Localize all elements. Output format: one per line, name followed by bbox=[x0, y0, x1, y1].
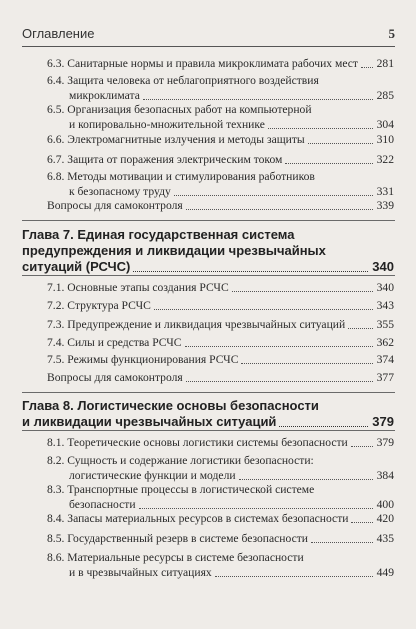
dot-leader bbox=[239, 479, 373, 480]
toc-entry bbox=[47, 436, 394, 451]
entry-page-number: 331 bbox=[376, 185, 394, 198]
entry-title-line: микроклимата bbox=[69, 89, 140, 102]
entry-title-line: 8.6. Материальные ресурсы в системе безопасности bbox=[47, 551, 304, 564]
dot-leader bbox=[241, 363, 373, 364]
chapter-page-number: 379 bbox=[372, 414, 394, 429]
dot-leader bbox=[361, 67, 373, 68]
chapter-title-line: ситуаций (РСЧС) bbox=[22, 259, 131, 274]
entry-title-line: 6.5. Организация безопасных работ на компьютерной bbox=[47, 103, 312, 116]
toc-entry bbox=[47, 199, 394, 214]
dot-leader bbox=[215, 576, 373, 577]
entry-title-line: 6.3. Санитарные нормы и правила микроклимата рабочих мест bbox=[47, 57, 358, 70]
entry-title-line: 7.1. Основные этапы создания РСЧС bbox=[47, 281, 229, 294]
chapter-title-line: предупреждения и ликвидации чрезвычайных bbox=[22, 243, 326, 258]
entry-page-number: 374 bbox=[376, 353, 394, 366]
chapter-page-number: 340 bbox=[372, 259, 394, 274]
entry-title-line: Вопросы для самоконтроля bbox=[47, 199, 183, 212]
toc-entry bbox=[47, 281, 394, 296]
toc-entry bbox=[47, 336, 394, 351]
entry-title-line: к безопасному труду bbox=[69, 185, 171, 198]
dot-leader bbox=[186, 209, 373, 210]
entry-page-number: 281 bbox=[376, 57, 394, 70]
chapter-title-line: Глава 7. Единая государственная система bbox=[22, 227, 295, 242]
section-divider bbox=[22, 392, 395, 393]
chapter-heading bbox=[22, 227, 394, 275]
dot-leader bbox=[285, 163, 373, 164]
toc-entry bbox=[47, 512, 394, 527]
entry-page-number: 449 bbox=[376, 566, 394, 579]
entry-title-line: 6.6. Электромагнитные излучения и методы защиты bbox=[47, 133, 305, 146]
dot-leader bbox=[139, 508, 373, 509]
toc-entry bbox=[47, 103, 394, 133]
header-title: Оглавление bbox=[22, 26, 95, 41]
entry-title-line: 8.2. Сущность и содержание логистики безопасности: bbox=[47, 454, 314, 467]
entry-title-line: Вопросы для самоконтроля bbox=[47, 371, 183, 384]
entry-page-number: 355 bbox=[376, 318, 394, 331]
entry-page-number: 377 bbox=[376, 371, 394, 384]
dot-leader bbox=[232, 291, 373, 292]
dot-leader bbox=[174, 195, 373, 196]
toc-entry bbox=[47, 74, 394, 104]
entry-title-line: 8.4. Запасы материальных ресурсов в системах безопасности bbox=[47, 512, 349, 525]
entry-title-line: 8.1. Теоретические основы логистики системы безопасности bbox=[47, 436, 348, 449]
toc-entry bbox=[47, 153, 394, 168]
entry-title-line: 7.3. Предупреждение и ликвидация чрезвычайных ситуаций bbox=[47, 318, 346, 331]
dot-leader bbox=[279, 426, 368, 427]
section-divider bbox=[22, 430, 395, 431]
entry-title-line: 7.2. Структура РСЧС bbox=[47, 299, 151, 312]
chapter-title-line: и ликвидации чрезвычайных ситуаций bbox=[22, 414, 277, 429]
section-divider bbox=[22, 220, 395, 221]
entry-title-line: 6.8. Методы мотивации и стимулирования работников bbox=[47, 170, 315, 183]
entry-title-line: 7.5. Режимы функционирования РСЧС bbox=[47, 353, 239, 366]
entry-page-number: 340 bbox=[376, 281, 394, 294]
page-header bbox=[22, 26, 395, 47]
page-number: 5 bbox=[388, 26, 395, 41]
entry-page-number: 400 bbox=[376, 498, 394, 511]
dot-leader bbox=[351, 522, 373, 523]
toc-entry bbox=[47, 133, 394, 148]
toc-entry bbox=[47, 170, 394, 200]
dot-leader bbox=[348, 328, 373, 329]
chapter-heading bbox=[22, 398, 394, 430]
chapter-title-line: Глава 8. Логистические основы безопасности bbox=[22, 398, 319, 413]
entry-title-line: 7.4. Силы и средства РСЧС bbox=[47, 336, 182, 349]
dot-leader bbox=[185, 346, 373, 347]
dot-leader bbox=[311, 542, 373, 543]
entry-page-number: 304 bbox=[376, 118, 394, 131]
entry-page-number: 322 bbox=[376, 153, 394, 166]
entry-page-number: 285 bbox=[376, 89, 394, 102]
entry-title-line: 8.3. Транспортные процессы в логистической системе bbox=[47, 483, 315, 496]
entry-page-number: 362 bbox=[376, 336, 394, 349]
entry-title-line: и в чрезвычайных ситуациях bbox=[69, 566, 212, 579]
toc-entry bbox=[47, 299, 394, 314]
dot-leader bbox=[154, 309, 373, 310]
entry-page-number: 379 bbox=[376, 436, 394, 449]
toc-entry bbox=[47, 318, 394, 333]
toc-entry bbox=[47, 483, 394, 513]
entry-page-number: 310 bbox=[376, 133, 394, 146]
dot-leader bbox=[308, 143, 373, 144]
dot-leader bbox=[186, 381, 373, 382]
toc-entry bbox=[47, 371, 394, 386]
entry-title-line: и копировально-множительной технике bbox=[69, 118, 265, 131]
entry-page-number: 420 bbox=[376, 512, 394, 525]
dot-leader bbox=[351, 446, 373, 447]
entry-page-number: 435 bbox=[376, 532, 394, 545]
entry-page-number: 384 bbox=[376, 469, 394, 482]
entry-title-line: 6.7. Защита от поражения электрическим током bbox=[47, 153, 283, 166]
dot-leader bbox=[143, 99, 373, 100]
entry-title-line: 6.4. Защита человека от неблагоприятного воздействия bbox=[47, 74, 319, 87]
toc-entry bbox=[47, 454, 394, 484]
toc-entry bbox=[47, 353, 394, 368]
toc-entry bbox=[47, 57, 394, 72]
entry-title-line: логистические функции и модели bbox=[69, 469, 236, 482]
entry-page-number: 339 bbox=[376, 199, 394, 212]
entry-title-line: 8.5. Государственный резерв в системе безопасности bbox=[47, 532, 309, 545]
section-divider bbox=[22, 275, 395, 276]
toc-entry bbox=[47, 532, 394, 547]
entry-title-line: безопасности bbox=[69, 498, 136, 511]
dot-leader bbox=[268, 128, 373, 129]
toc-entry bbox=[47, 551, 394, 581]
dot-leader bbox=[133, 271, 368, 272]
entry-page-number: 343 bbox=[376, 299, 394, 312]
